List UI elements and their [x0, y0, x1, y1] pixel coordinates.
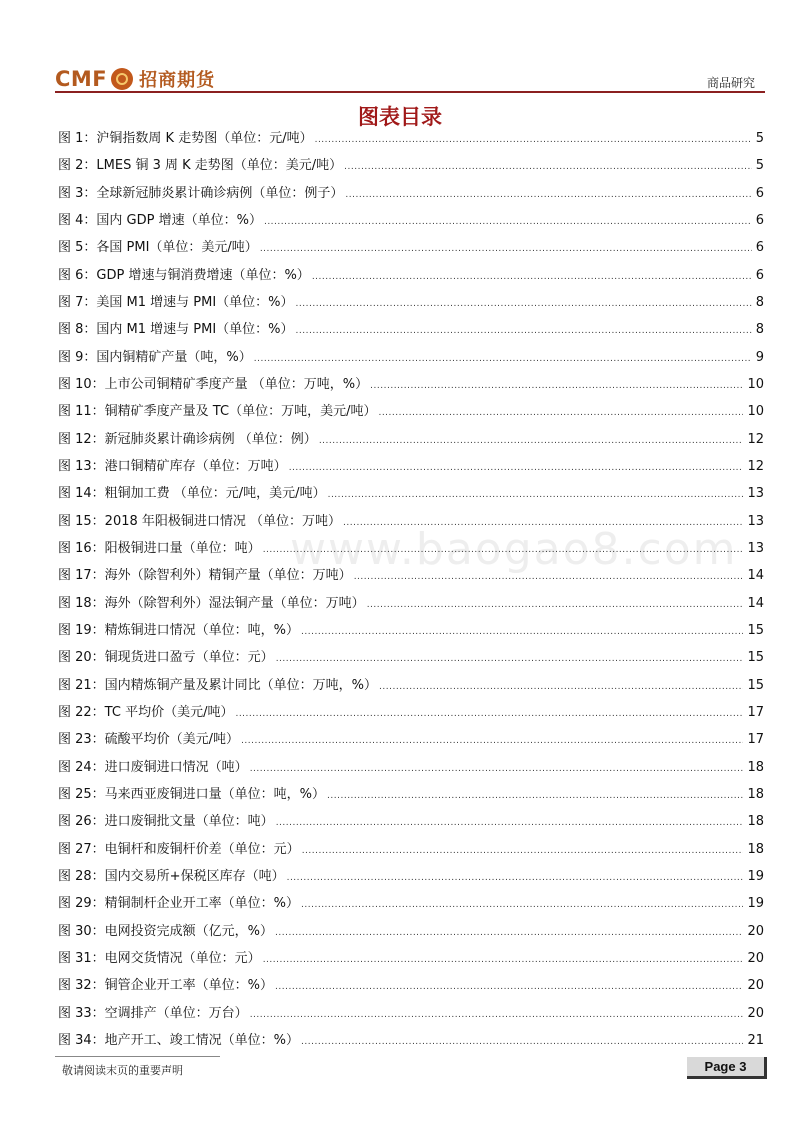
toc-leader-dots — [296, 318, 752, 345]
toc-entry[interactable] — [58, 562, 764, 589]
toc-entry-page: 15 — [747, 677, 764, 693]
toc-entry-label: 图 2：LMES 铜 3 周 K 走势图（单位：美元/吨） — [58, 158, 343, 174]
toc-entry-page: 17 — [747, 732, 764, 748]
toc-entry-label: 图 21：国内精炼铜产量及累计同比（单位：万吨，%） — [58, 677, 378, 693]
toc-entry-label: 图 22：TC 平均价（美元/吨） — [58, 704, 234, 720]
toc-entry-page: 6 — [755, 267, 764, 283]
toc-entry-label: 图 20：铜现货进口盈亏（单位：元） — [58, 650, 274, 666]
toc-entry-page: 20 — [747, 978, 764, 994]
toc-leader-dots — [378, 400, 743, 427]
toc-entry-page: 21 — [747, 1032, 764, 1048]
toc-entry-label: 图 23：硫酸平均价（美元/吨） — [58, 732, 240, 748]
toc-entry-label: 图 29：精铜制杆企业开工率（单位：%） — [58, 896, 300, 912]
toc-entry-label: 图 11：铜精矿季度产量及 TC（单位：万吨，美元/吨） — [58, 404, 377, 420]
toc-entry-page: 18 — [747, 841, 764, 857]
toc-entry[interactable] — [58, 808, 764, 835]
toc-leader-dots — [250, 756, 744, 783]
toc-leader-dots — [250, 1002, 744, 1029]
toc-entry-label: 图 26：进口废铜批文量（单位：吨） — [58, 814, 274, 830]
toc-entry-label: 图 24：进口废铜进口情况（吨） — [58, 759, 248, 775]
toc-entry-page: 6 — [755, 240, 764, 256]
toc-entry[interactable] — [58, 371, 764, 398]
toc-leader-dots — [343, 510, 743, 537]
toc-entry-label: 图 3：全球新冠肺炎累计确诊病例（单位：例子） — [58, 185, 344, 201]
toc-leader-dots — [328, 482, 744, 509]
toc-entry[interactable] — [58, 918, 764, 945]
toc-entry[interactable] — [58, 863, 764, 890]
toc-entry-label: 图 28：国内交易所+保税区库存（吨） — [58, 868, 285, 884]
toc-leader-dots — [260, 236, 752, 263]
toc-leader-dots — [379, 674, 743, 701]
toc-entry-page: 18 — [747, 759, 764, 775]
toc-entry-page: 6 — [755, 212, 764, 228]
toc-leader-dots — [370, 373, 743, 400]
toc-entry[interactable] — [58, 426, 764, 453]
toc-entry-page: 14 — [747, 595, 764, 611]
footer-divider — [55, 1056, 220, 1057]
table-of-figures — [58, 125, 764, 1054]
toc-entry-label: 图 4：国内 GDP 增速（单位：%） — [58, 212, 262, 228]
toc-entry-label: 图 7：美国 M1 增速与 PMI（单位：%） — [58, 294, 294, 310]
toc-entry[interactable] — [58, 480, 764, 507]
toc-leader-dots — [276, 646, 744, 673]
toc-entry[interactable] — [58, 754, 764, 781]
toc-entry-page: 8 — [755, 294, 764, 310]
toc-entry-label: 图 31：电网交货情况（单位：元） — [58, 950, 261, 966]
toc-entry[interactable] — [58, 644, 764, 671]
toc-leader-dots — [241, 728, 743, 755]
toc-entry[interactable] — [58, 316, 764, 343]
toc-entry[interactable] — [58, 726, 764, 753]
toc-entry[interactable] — [58, 972, 764, 999]
toc-leader-dots — [301, 892, 743, 919]
toc-leader-dots — [254, 346, 752, 373]
toc-entry-label: 图 13：港口铜精矿库存（单位：万吨） — [58, 458, 287, 474]
toc-leader-dots — [345, 182, 751, 209]
toc-leader-dots — [287, 865, 744, 892]
company-logo — [55, 66, 215, 92]
toc-entry-page: 13 — [747, 513, 764, 529]
toc-leader-dots — [354, 564, 744, 591]
toc-entry-label: 图 33：空调排产（单位：万台） — [58, 1005, 248, 1021]
toc-entry-page: 13 — [747, 540, 764, 556]
toc-leader-dots — [315, 127, 752, 154]
toc-entry[interactable] — [58, 453, 764, 480]
toc-entry-page: 12 — [747, 431, 764, 447]
toc-leader-dots — [296, 291, 752, 318]
header-divider — [55, 91, 765, 93]
toc-entry-label: 图 14：粗铜加工费 （单位：元/吨，美元/吨） — [58, 486, 326, 502]
toc-leader-dots — [312, 264, 752, 291]
toc-entry-label: 图 16：阳极铜进口量（单位：吨） — [58, 540, 261, 556]
toc-entry-label: 图 25：马来西亚废铜进口量（单位：吨，%） — [58, 786, 326, 802]
toc-entry[interactable] — [58, 508, 764, 535]
toc-entry-label: 图 10：上市公司铜精矿季度产量 （单位：万吨，%） — [58, 376, 369, 392]
toc-entry-label: 图 6：GDP 增速与铜消费增速（单位：%） — [58, 267, 310, 283]
toc-entry[interactable] — [58, 890, 764, 917]
toc-entry[interactable] — [58, 1027, 764, 1054]
toc-entry-page: 10 — [747, 404, 764, 420]
toc-entry-page: 5 — [755, 131, 764, 146]
toc-entry-page: 20 — [747, 923, 764, 939]
watermark: www.baogao8.com — [290, 524, 738, 575]
toc-entry[interactable] — [58, 125, 764, 152]
page-title: 图表目录 — [358, 105, 442, 129]
toc-entry-label: 图 32：铜管企业开工率（单位：%） — [58, 978, 274, 994]
toc-entry-page: 19 — [747, 896, 764, 912]
toc-entry-page: 20 — [747, 1005, 764, 1021]
toc-entry-label: 图 34：地产开工、竣工情况（单位：%） — [58, 1032, 300, 1048]
toc-entry[interactable] — [58, 289, 764, 316]
toc-entry-label: 图 12：新冠肺炎累计确诊病例 （单位：例） — [58, 431, 317, 447]
logo-text: CMF — [55, 67, 108, 91]
toc-leader-dots — [289, 455, 744, 482]
toc-entry-page: 10 — [747, 376, 764, 392]
toc-leader-dots — [319, 428, 744, 455]
toc-entry-page: 18 — [747, 814, 764, 830]
toc-entry[interactable] — [58, 699, 764, 726]
toc-leader-dots — [302, 838, 744, 865]
toc-entry-label: 图 27：电铜杆和废铜杆价差（单位：元） — [58, 841, 300, 857]
toc-entry[interactable] — [58, 398, 764, 425]
toc-entry[interactable] — [58, 617, 764, 644]
toc-leader-dots — [276, 810, 744, 837]
toc-entry-page: 15 — [747, 650, 764, 666]
toc-leader-dots — [263, 537, 744, 564]
toc-entry[interactable] — [58, 1000, 764, 1027]
toc-leader-dots — [235, 701, 743, 728]
footer-notice: 敬请阅读末页的重要声明 — [62, 1064, 183, 1077]
toc-entry-page: 17 — [747, 704, 764, 720]
toc-leader-dots — [264, 209, 752, 236]
toc-leader-dots — [275, 920, 743, 947]
toc-leader-dots — [275, 974, 743, 1001]
toc-entry[interactable] — [58, 945, 764, 972]
toc-entry-page: 19 — [747, 868, 764, 884]
toc-entry[interactable] — [58, 344, 764, 371]
toc-entry[interactable] — [58, 262, 764, 289]
toc-entry-page: 5 — [755, 158, 764, 174]
toc-entry-page: 12 — [747, 458, 764, 474]
toc-entry[interactable] — [58, 781, 764, 808]
section-label: 商品研究 — [706, 76, 755, 90]
toc-leader-dots — [327, 783, 743, 810]
toc-entry[interactable] — [58, 152, 764, 179]
toc-entry-label: 图 5：各国 PMI（单位：美元/吨） — [58, 240, 258, 256]
page-number-badge: Page 3 — [687, 1057, 767, 1079]
toc-entry-label: 图 18：海外（除智利外）湿法铜产量（单位：万吨） — [58, 595, 365, 611]
toc-entry[interactable] — [58, 836, 764, 863]
toc-entry-page: 14 — [747, 568, 764, 584]
toc-entry[interactable] — [58, 672, 764, 699]
toc-entry-label: 图 1：沪铜指数周 K 走势图（单位：元/吨） — [58, 131, 313, 146]
toc-entry[interactable] — [58, 180, 764, 207]
logo-emblem-icon — [111, 68, 133, 90]
page-header — [55, 60, 765, 94]
logo-company-name: 招商期货 — [139, 70, 216, 91]
toc-leader-dots — [344, 154, 752, 181]
toc-entry-page: 20 — [747, 950, 764, 966]
toc-leader-dots — [301, 1029, 743, 1056]
toc-entry[interactable] — [58, 535, 764, 562]
toc-entry[interactable] — [58, 207, 764, 234]
toc-leader-dots — [263, 947, 744, 974]
toc-entry[interactable] — [58, 234, 764, 261]
toc-entry[interactable] — [58, 590, 764, 617]
toc-entry-label: 图 15：2018 年阳极铜进口情况 （单位：万吨） — [58, 513, 342, 529]
toc-entry-label: 图 30：电网投资完成额（亿元，%） — [58, 923, 274, 939]
toc-entry-label: 图 9：国内铜精矿产量（吨，%） — [58, 349, 252, 365]
toc-entry-page: 13 — [747, 486, 764, 502]
toc-entry-page: 15 — [747, 622, 764, 638]
toc-entry-page: 8 — [755, 322, 764, 338]
toc-entry-page: 9 — [755, 349, 764, 365]
toc-entry-label: 图 8：国内 M1 增速与 PMI（单位：%） — [58, 322, 294, 338]
toc-entry-page: 18 — [747, 786, 764, 802]
toc-leader-dots — [367, 592, 744, 619]
toc-entry-label: 图 19：精炼铜进口情况（单位：吨，%） — [58, 622, 300, 638]
toc-entry-label: 图 17：海外（除智利外）精铜产量（单位：万吨） — [58, 568, 352, 584]
toc-leader-dots — [301, 619, 743, 646]
toc-entry-page: 6 — [755, 185, 764, 201]
